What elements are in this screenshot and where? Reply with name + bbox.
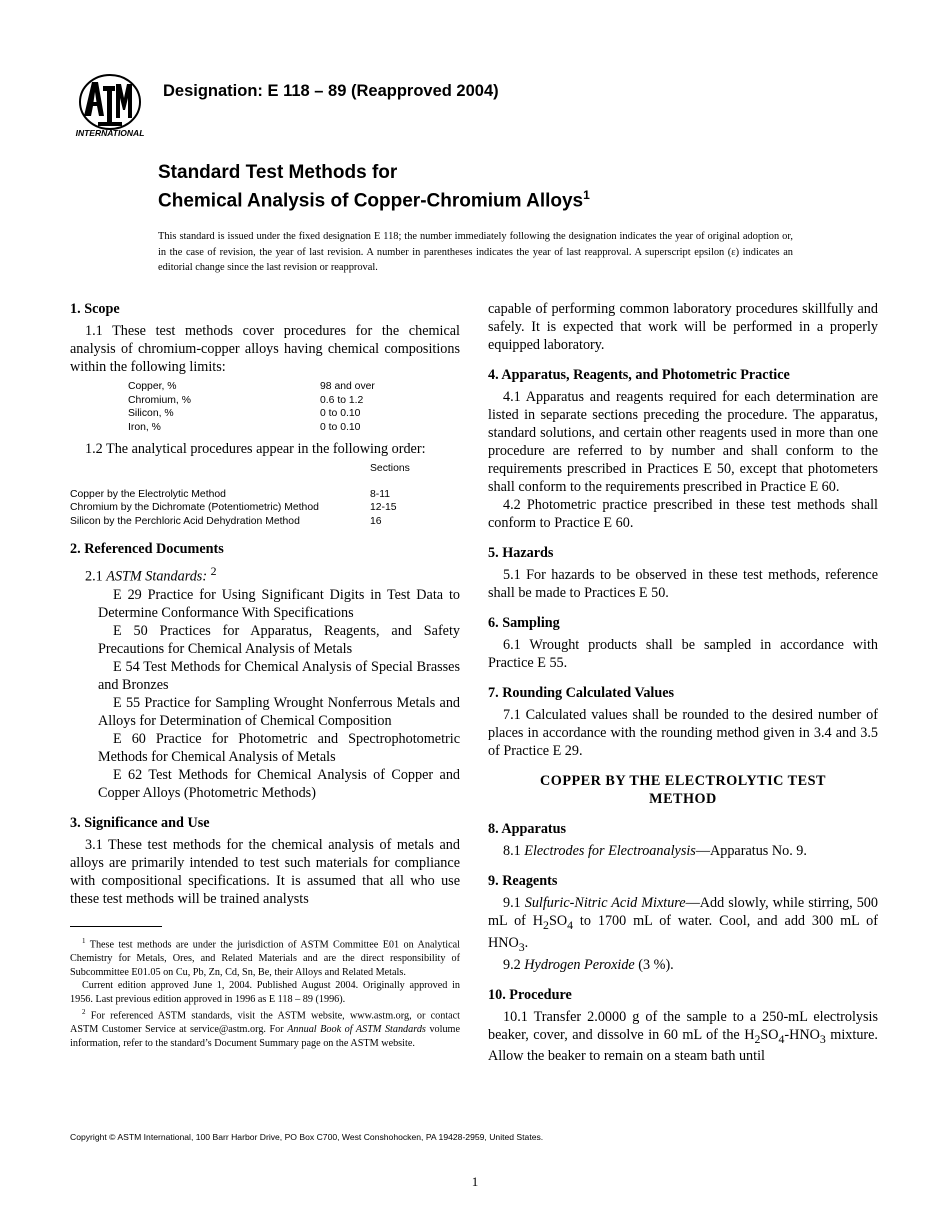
title-line-2 [158, 184, 590, 212]
sampling-para-6-1: 6.1 Wrought products shall be sampled in accordance with Practice E 55. [488, 637, 878, 671]
subscript: 4 [567, 917, 574, 932]
section-heading-hazards: 5. Hazards [488, 545, 554, 561]
footnote-divider [70, 926, 162, 927]
section-heading-reagents: 9. Reagents [488, 873, 558, 889]
rounding-para-7-1: 7.1 Calculated values shall be rounded to the desired number of places in accordance with the rounding method given in 3.4 and 3.5 of Practice E 29. [488, 707, 878, 759]
limit-element: Chromium, % [128, 394, 191, 406]
para-number: 9.1 [503, 895, 521, 911]
section-heading-apparatus: 8. Apparatus [488, 821, 567, 837]
subscript: 3 [819, 1031, 826, 1046]
procedure-name: Copper by the Electrolytic Method [70, 488, 226, 500]
table-header-row [70, 462, 460, 488]
list-item [70, 622, 460, 658]
ref-designation: E 29 [113, 586, 142, 603]
subscript: 3 [518, 939, 525, 954]
para-number: 2.1 [85, 568, 103, 585]
section-heading-referenced-documents: 2. Referenced Documents [70, 541, 224, 557]
subscript: 4 [778, 1031, 785, 1046]
title-line-2-text: Chemical Analysis of Copper-Chromium Alloys [158, 190, 584, 212]
procedure-text: -HNO [784, 1026, 820, 1043]
reagent-text: —Add slowly, while stirring, 500 mL of H [488, 895, 878, 929]
subscript: 2 [754, 1031, 761, 1046]
limit-element: Iron, % [128, 421, 161, 433]
section-heading-procedure: 10. Procedure [488, 986, 572, 1003]
procedure-text: mixture. Allow the beaker to remain on a steam bath until [488, 1026, 878, 1065]
significance-para-3-1: 3.1 These test methods for the chemical analysis of metals and alloys are primarily intended to test such materials for compliance with compositional specifications. It is assumed that all who use these test methods will be trained analysts [70, 836, 460, 907]
scope-para-1-1: 1.1 These test methods cover procedures for the chemical analysis of chromium-copper alloys having chemical compositions within the following limits: [70, 323, 460, 375]
ref-designation: E 50 [113, 622, 148, 639]
list-item [70, 694, 460, 730]
section-heading-scope: 1. Scope [70, 301, 120, 317]
reagents-para-9-1 [488, 894, 878, 956]
footnote-2 [70, 1006, 460, 1050]
table-row [128, 421, 375, 435]
procedure-sections: 8-11 [370, 488, 391, 500]
table-row [70, 501, 460, 515]
footnote-italic: Annual Book of ASTM Standards [287, 1024, 426, 1036]
method-heading-copper: COPPER BY THE ELECTROLYTIC TEST METHOD [540, 773, 826, 807]
designation: Designation: E 118 – 89 (Reapproved 2004) [163, 82, 499, 100]
limit-value: 98 and over [320, 381, 375, 392]
table-row [70, 515, 460, 529]
ref-designation: E 62 [113, 766, 143, 783]
footnote-text: These test methods are under the jurisdiction of ASTM Committee E01 on Analytical Chemistry for Metals, Ores, and Related Materials and are the direct responsibility of Subcommittee E01.05 on Cu, Pb, Zn, Cd, Sn, Be, their Alloys and Related Metals. [70, 939, 460, 978]
ref-title: Practice for Using Significant Digits in Test Data to Determine Conformance With Specifications [98, 586, 460, 621]
referenced-intro [70, 562, 460, 586]
reagent-text: . [524, 934, 529, 951]
issue-note: This standard is issued under the fixed designation E 118; the number immediately following the designation indicates the year of original adoption or, in the case of revision, the year of last revision. A number in parentheses indicates the year of last reapproval. A superscript epsilon (ε) indicates an editorial change since the last revision or reapproval. [158, 231, 793, 273]
sections-header: Sections [370, 463, 410, 474]
apparatus-practice-para-4-2: 4.2 Photometric practice prescribed in these test methods shall conform to Practice E 60. [488, 497, 878, 531]
ref-designation: E 60 [113, 730, 146, 747]
limit-element: Copper, % [128, 381, 177, 392]
para-number: 8.1 [503, 843, 521, 859]
ref-title: Test Methods for Chemical Analysis of Copper and Copper Alloys (Photometric Methods) [98, 766, 461, 801]
scope-para-1-2: 1.2 The analytical procedures appear in the following order: [85, 441, 426, 457]
reagent-text: SO [548, 913, 568, 929]
list-item [70, 658, 460, 694]
copyright-notice: Copyright © ASTM International, 100 Barr Harbor Drive, PO Box C700, West Conshohocken, PA 19428-2959, United States. [70, 1132, 544, 1142]
title-line-1: Standard Test Methods for [158, 162, 398, 183]
limit-value: 0 to 0.10 [320, 408, 361, 419]
subscript: 2 [543, 917, 549, 932]
section-heading-apparatus-practice: 4. Apparatus, Reagents, and Photometric Practice [488, 367, 790, 383]
procedure-sections: 16 [370, 515, 382, 527]
footnote-1 [70, 935, 460, 979]
procedure-sections: 12-15 [370, 502, 397, 513]
apparatus-term: Electrodes for Electroanalysis [524, 843, 696, 859]
ref-designation: E 54 [113, 658, 140, 675]
table-row [128, 407, 375, 421]
apparatus-practice-para-4-1: 4.1 Apparatus and reagents required for each determination are listed in separate sections preceding the procedure. The apparatus, standard solutions, and certain other reagents used in more than one procedure are referred to by number and shall conform to the requirements prescribed in Practices E 50, except that photometers shall conform to the requirements prescribed in Practice E 60. [488, 389, 878, 495]
ref-designation: E 55 [113, 694, 141, 711]
hazards-para-5-1: 5.1 For hazards to be observed in these test methods, reference shall be made to Practices E 50. [488, 567, 878, 601]
right-column [488, 300, 878, 1065]
list-item [70, 586, 460, 622]
footnote-mark: 1 [82, 937, 86, 945]
limit-value: 0.6 to 1.2 [320, 394, 364, 406]
procedure-name: Silicon by the Perchloric Acid Dehydration Method [70, 515, 300, 527]
page-number: 1 [471, 1174, 479, 1189]
ref-title: Practice for Sampling Wrought Nonferrous Metals and Alloys for Determination of Chemical Composition [98, 694, 461, 729]
table-row [128, 380, 375, 394]
footnotes [70, 926, 460, 1051]
logo-text: INTERNATIONAL [75, 128, 145, 138]
apparatus-para-8-1 [488, 842, 878, 860]
composition-limits-table [128, 380, 375, 434]
ref-title: Practice for Photometric and Spectrophotometric Methods for Chemical Analysis of Metals [98, 730, 460, 765]
ref-title: Practices for Apparatus, Reagents, and Safety Precautions for Chemical Analysis of Metals [98, 622, 461, 657]
procedure-text: SO [760, 1026, 779, 1043]
left-column [70, 300, 460, 908]
ref-title: Test Methods for Chemical Analysis of Special Brasses and Bronzes [98, 658, 460, 693]
reagent-term: Sulfuric-Nitric Acid Mixture [524, 895, 686, 911]
table-row [70, 488, 460, 502]
footnote-mark: 2 [82, 1008, 86, 1017]
reagent-text: to 1700 mL of water. Cool, and add 300 mL of HNO [488, 913, 878, 951]
reagent-term: Hydrogen Peroxide [524, 956, 635, 973]
document-title [158, 162, 590, 212]
section-heading-sampling: 6. Sampling [488, 615, 560, 631]
procedure-text: 10.1 Transfer 2.0000 g of the sample to a 250-mL electrolysis beaker, cover, and dissolve in 60 mL of the H [488, 1008, 878, 1043]
footnote-mark: 2 [210, 564, 217, 578]
section-heading-significance: 3. Significance and Use [70, 814, 210, 831]
list-item [70, 766, 460, 802]
footnote-text: For referenced ASTM standards, visit the ASTM website, www.astm.org, or contact ASTM Customer Service at service@astm.org. For [70, 1010, 461, 1036]
reagent-text: (3 %). [634, 956, 674, 973]
section-heading-rounding: 7. Rounding Calculated Values [488, 685, 675, 701]
limit-value: 0 to 0.10 [320, 421, 361, 433]
para-number: 9.2 [503, 956, 521, 973]
procedures-sections-table [70, 462, 460, 528]
astm-logo-icon [70, 72, 150, 140]
table-row [128, 394, 375, 408]
title-footnote-mark: 1 [583, 188, 590, 202]
procedure-name: Chromium by the Dichromate (Potentiometric) Method [70, 502, 319, 513]
astm-standards-label: ASTM Standards: [106, 568, 208, 585]
procedure-para-10-1 [488, 1008, 878, 1066]
significance-para-3-1-continued: capable of performing common laboratory procedures skillfully and safely. It is expected that work will be performed in a properly equipped laboratory. [488, 301, 878, 353]
reagents-para-9-2 [488, 956, 878, 974]
limit-element: Silicon, % [128, 408, 174, 419]
footnote-text: volume information, refer to the standard’s Document Summary page on the ASTM website. [70, 1024, 461, 1049]
apparatus-text: —Apparatus No. 9. [695, 843, 807, 859]
list-item [70, 730, 460, 766]
footnote-1-edition: Current edition approved June 1, 2004. Published August 2004. Originally approved in 1956. Last previous edition approved in 1996 as E 118 – 89 (1996). [70, 980, 460, 1005]
astm-logo [70, 72, 150, 140]
